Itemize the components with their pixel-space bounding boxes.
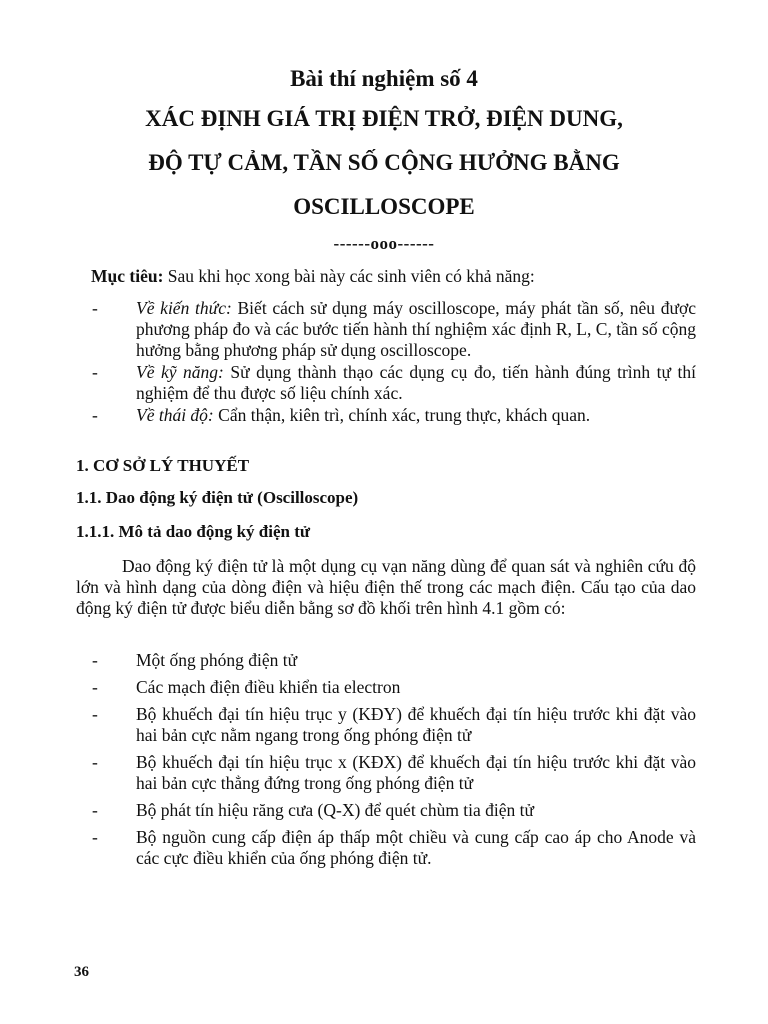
component-list xyxy=(90,650,696,875)
experiment-number: Bài thí nghiệm số 4 xyxy=(290,66,478,91)
subsubsection-heading: 1.1.1. Mô tả dao động ký điện tử xyxy=(76,522,311,541)
item-label: Về kiến thức: xyxy=(136,298,232,318)
title-line-1: XÁC ĐỊNH GIÁ TRỊ ĐIỆN TRỞ, ĐIỆN DUNG, xyxy=(145,106,623,131)
item-label: Về kỹ năng: xyxy=(136,362,224,382)
item-text: Bộ khuếch đại tín hiệu trục y (KĐY) để khuếch đại tín hiệu trước khi đặt vào hai bản cực nằm ngang trong ống phóng điện tử xyxy=(136,704,696,745)
title-line-3: OSCILLOSCOPE xyxy=(293,194,475,219)
item-text: Bộ phát tín hiệu răng cưa (Q-X) để quét chùm tia điện tử xyxy=(136,800,535,820)
item-text: Các mạch điện điều khiển tia electron xyxy=(136,677,401,697)
title-block xyxy=(60,62,708,228)
item-text: Một ống phóng điện tử xyxy=(136,650,298,670)
item-label: Về thái độ: xyxy=(136,405,214,425)
dash-bullet: - xyxy=(92,362,98,382)
section-heading: 1. CƠ SỞ LÝ THUYẾT xyxy=(76,456,250,475)
list-item xyxy=(90,362,696,404)
page-number: 36 xyxy=(74,964,89,980)
list-item xyxy=(90,800,696,821)
item-text: Cẩn thận, kiên trì, chính xác, trung thực, khách quan. xyxy=(213,405,591,425)
dash-bullet: - xyxy=(92,405,98,425)
item-text: Biết cách sử dụng máy oscilloscope, máy phát tần số, nêu được phương pháp đo và các bước tiến hành thí nghiệm xác định R, L, C, tần số cộng hưởng bằng phương pháp sử dụng oscilloscope. xyxy=(136,298,697,360)
objective-text: Sau khi học xong bài này các sinh viên có khả năng: xyxy=(163,266,535,286)
dash-bullet: - xyxy=(92,677,98,697)
list-item xyxy=(90,704,696,746)
list-item xyxy=(90,298,696,361)
title-line-2: ĐỘ TỰ CẢM, TẦN SỐ CỘNG HƯỞNG BẰNG xyxy=(148,150,620,175)
dash-bullet: - xyxy=(92,298,98,318)
list-item xyxy=(90,650,696,671)
list-item xyxy=(90,405,696,426)
dash-bullet: - xyxy=(92,650,98,670)
item-text: Sử dụng thành thạo các dụng cụ đo, tiến hành đúng trình tự thí nghiệm để thu được số liệu chính xác. xyxy=(136,362,696,403)
list-item xyxy=(90,752,696,794)
objective-list xyxy=(90,298,696,427)
dash-bullet: - xyxy=(92,704,98,724)
dash-bullet: - xyxy=(92,827,98,847)
body-paragraph: Dao động ký điện tử là một dụng cụ vạn năng dùng để quan sát và nghiên cứu độ lớn và hình dạng của dòng điện và hiệu điện thế trong các mạch điện. Cấu tạo của dao động ký điện tử được biểu diễn bằng sơ đồ khối trên hình 4.1 gồm có: xyxy=(76,556,696,618)
item-text: Bộ nguồn cung cấp điện áp thấp một chiều và cung cấp cao áp cho Anode và các cực điều khiển của ống phóng điện tử. xyxy=(136,827,696,868)
dash-bullet: - xyxy=(92,752,98,772)
list-item xyxy=(90,827,696,869)
objective xyxy=(91,266,701,287)
item-text: Bộ khuếch đại tín hiệu trục x (KĐX) để khuếch đại tín hiệu trước khi đặt vào hai bản cực thẳng đứng trong ống phóng điện tử xyxy=(136,752,696,793)
objective-label: Mục tiêu: xyxy=(91,266,164,286)
dash-bullet: - xyxy=(92,800,98,820)
subsection-heading: 1.1. Dao động ký điện tử (Oscilloscope) xyxy=(76,488,359,507)
separator: ------ooo------ xyxy=(333,234,435,253)
list-item xyxy=(90,677,696,698)
